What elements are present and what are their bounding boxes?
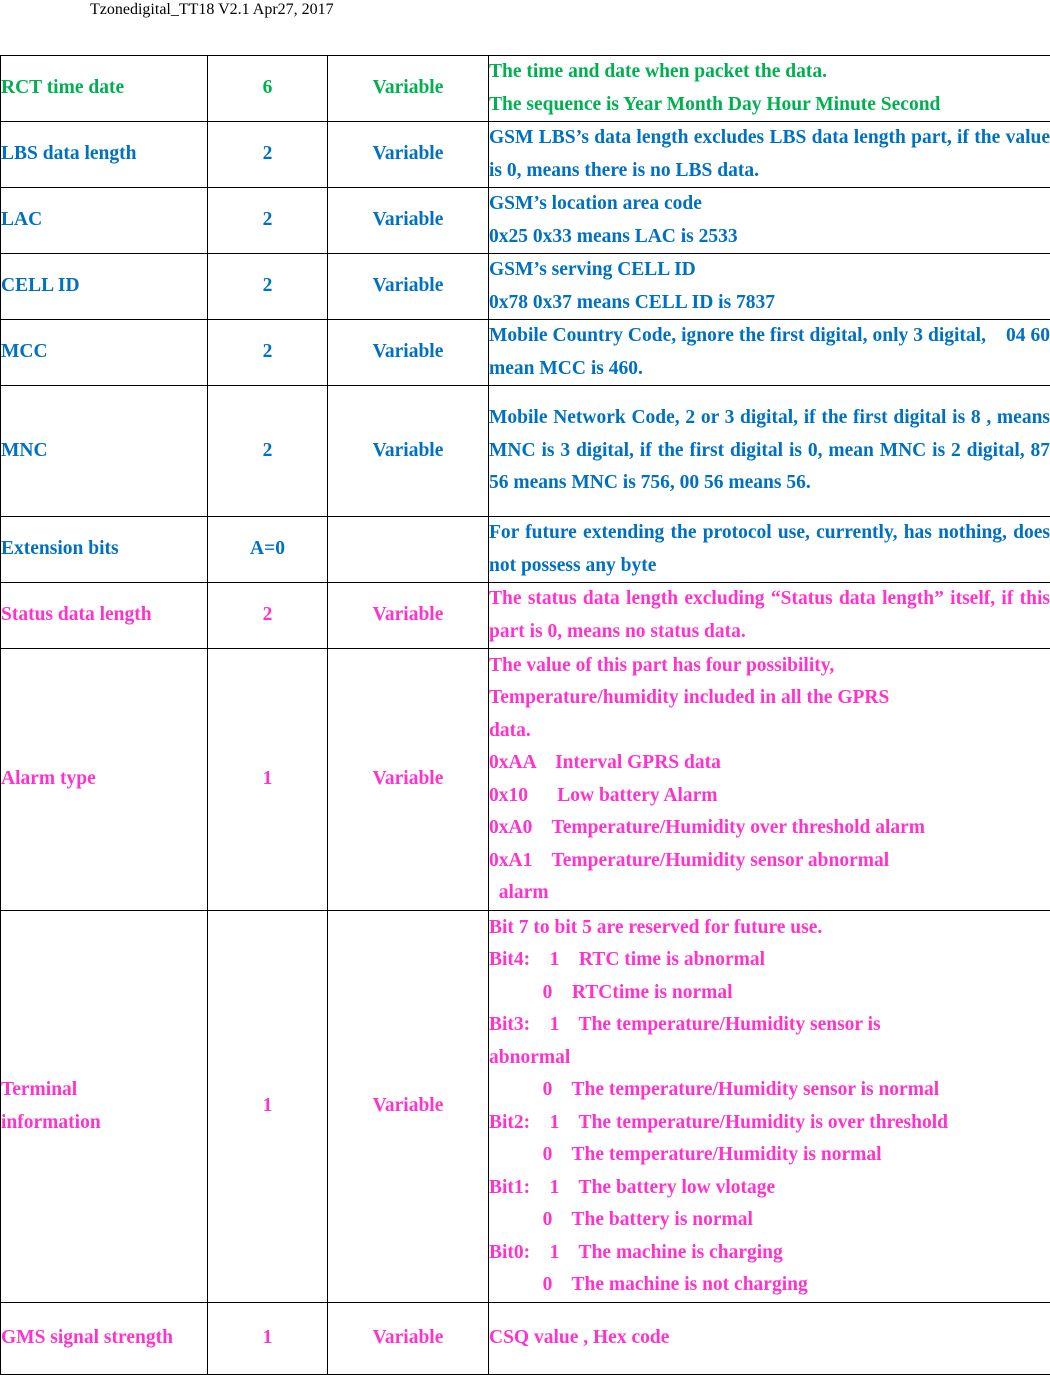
table-row bbox=[1, 517, 1050, 583]
field-name: LBS data length bbox=[1, 122, 208, 188]
field-type bbox=[328, 517, 489, 583]
field-length: 2 bbox=[208, 386, 328, 517]
field-name: LAC bbox=[1, 188, 208, 254]
field-description: Mobile Country Code, ignore the first digital, only 3 digital, 04 60 mean MCC is 460. bbox=[489, 320, 1050, 386]
field-length: 2 bbox=[208, 188, 328, 254]
field-type: Variable bbox=[328, 649, 489, 911]
field-name: Status data length bbox=[1, 583, 208, 649]
field-type: Variable bbox=[328, 583, 489, 649]
field-length: A=0 bbox=[208, 517, 328, 583]
field-description: GSM LBS’s data length excludes LBS data length part, if the value is 0, means there is no LBS data. bbox=[489, 122, 1050, 188]
table-row bbox=[1, 649, 1050, 911]
table-row bbox=[1, 1303, 1050, 1375]
field-length: 6 bbox=[208, 56, 328, 122]
field-type: Variable bbox=[328, 1303, 489, 1375]
field-name: MNC bbox=[1, 386, 208, 517]
page-header: Tzonedigital_TT18 V2.1 Apr27, 2017 bbox=[90, 0, 334, 20]
table-row bbox=[1, 122, 1050, 188]
field-name: Terminal information bbox=[1, 911, 208, 1303]
field-description: The value of this part has four possibility, Temperature/humidity included in all the GPRS data. 0xAA Interval GPRS data 0x10 Low battery Alarm 0xA0 Temperature/Humidity over threshold alarm 0xA1 Temperature/Humidity sensor abnormal alarm bbox=[489, 649, 1050, 911]
field-name: RCT time date bbox=[1, 56, 208, 122]
field-name: MCC bbox=[1, 320, 208, 386]
table-row bbox=[1, 911, 1050, 1303]
table-row bbox=[1, 188, 1050, 254]
table-row bbox=[1, 583, 1050, 649]
field-length: 1 bbox=[208, 1303, 328, 1375]
field-type: Variable bbox=[328, 911, 489, 1303]
field-type: Variable bbox=[328, 386, 489, 517]
field-description: GSM’s location area code 0x25 0x33 means LAC is 2533 bbox=[489, 188, 1050, 254]
field-description: Bit 7 to bit 5 are reserved for future use. Bit4: 1 RTC time is abnormal 0 RTCtime is normal Bit3: 1 The temperature/Humidity sensor is abnormal 0 The temperature/Humidity sensor is normal Bit2: 1 The temperature/Humidity is over threshold 0 The temperature/Humidity is normal Bit1: 1 The battery low vlotage 0 The battery is normal Bit0: 1 The machine is charging 0 The machine is not charging bbox=[489, 911, 1050, 1303]
field-length: 2 bbox=[208, 320, 328, 386]
field-length: 2 bbox=[208, 583, 328, 649]
field-description: CSQ value , Hex code bbox=[489, 1303, 1050, 1375]
field-name: Alarm type bbox=[1, 649, 208, 911]
field-name: CELL ID bbox=[1, 254, 208, 320]
field-description: The status data length excluding “Status data length” itself, if this part is 0, means no status data. bbox=[489, 583, 1050, 649]
field-description: The time and date when packet the data. The sequence is Year Month Day Hour Minute Second bbox=[489, 56, 1050, 122]
field-type: Variable bbox=[328, 254, 489, 320]
table-row bbox=[1, 320, 1050, 386]
field-name: Extension bits bbox=[1, 517, 208, 583]
field-length: 2 bbox=[208, 122, 328, 188]
field-length: 1 bbox=[208, 911, 328, 1303]
table-row bbox=[1, 56, 1050, 122]
protocol-table bbox=[0, 55, 1050, 1375]
table-row bbox=[1, 386, 1050, 517]
field-type: Variable bbox=[328, 188, 489, 254]
field-description: Mobile Network Code, 2 or 3 digital, if the first digital is 8 , means MNC is 3 digital, if the first digital is 0, mean MNC is 2 digital, 87 56 means MNC is 756, 00 56 means 56. bbox=[489, 386, 1050, 517]
field-type: Variable bbox=[328, 320, 489, 386]
field-description: For future extending the protocol use, currently, has nothing, does not possess any byte bbox=[489, 517, 1050, 583]
field-length: 2 bbox=[208, 254, 328, 320]
field-type: Variable bbox=[328, 56, 489, 122]
field-description: GSM’s serving CELL ID 0x78 0x37 means CELL ID is 7837 bbox=[489, 254, 1050, 320]
field-length: 1 bbox=[208, 649, 328, 911]
field-type: Variable bbox=[328, 122, 489, 188]
field-name: GMS signal strength bbox=[1, 1303, 208, 1375]
table-row bbox=[1, 254, 1050, 320]
